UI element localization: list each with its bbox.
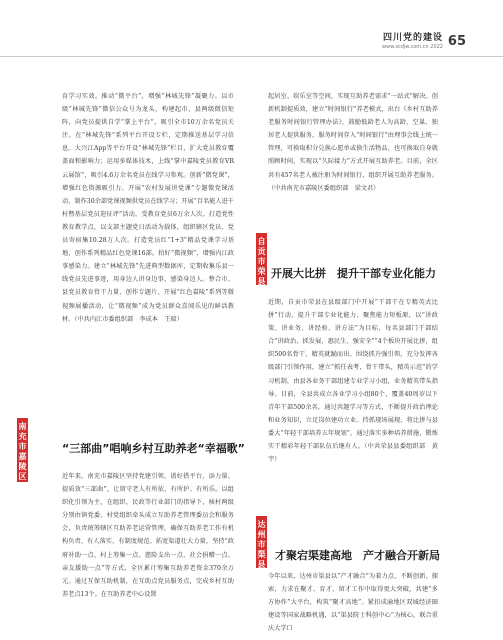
region-tab-label: 自贡市荣县: [257, 237, 266, 286]
article-body-right-bottom: 今年以来，达州市渠县以“产才融合”为着力点，不断创新、探索，力求在聚才、育才、留才工作中取得更大突破，共建“多方协作”大平台，构筑“聚才高地”。紧扣成渝地区双城经济圈建设等国家战略机遇，以“渠县院士科创中心”为核心，联合重庆大学口: [268, 573, 438, 633]
article-body-right-top: 起居室、娱乐室等空间，实现互助养老需求“一站式”解决。创新机制提质效，建立“时间银行”养老模式，出台《乡村互助养老服务时间银行管理办法》，鼓励低龄老人为高龄、空巢、独居老人提供服务，服务时间存入“时间银行”由理事会线上统一管理，可换取积分兑换心愿单或换生活物品，也可换取自身就照顾时间，实现以“久际接力”方式开展互助养老。目前，全区共有457名老人被注册为时间银行，组织开展互助养老服务。（中共南充市嘉陵区委组织部 梁文君）: [268, 93, 438, 192]
section-title-mutual-aid-elderly: “三部曲”唱响乡村互助养老“幸福歌”: [62, 442, 245, 455]
magazine-url: www.scdjw.com.cn 2022: [381, 44, 443, 50]
region-tab-zigong: [256, 233, 267, 285]
article-body-left-top: 育学习实效。推动“微平台”，增强“林城先锋”凝聚力。以市级“林城先锋”微信公众号为龙头，构建起市、县两级微信矩阵，向党员提供自学“掌上平台”，吸引全市10万余名党员关注。在“林城先锋”系列平台开设专栏，定期推送基层学习信息。大兴江App等平台开设“林城先锋”栏目，扩大党员教育覆盖面和影响力；运用多媒体技术，上线“掌中嘉陵党员教育VR云展馆”，吸引4.6万余名党员在线学习参观。创新“微党课”，增强红色资源吸引力。开展“农村发展讲党课”专题微党课活动，制作30余部党课视频供党员在线学习；开展“百名能人进千村暨基层党员迎征评”活动，受教育党员6万余人次。打造党性教育教学点，以支部主题党日活动为载体，组织辖区党员、党员寄宿集10.28万人次。打造党员红“1+3”精品党课学习基地，创作系列精品红色党课16部。拍好“微视频”，增强内江政事感染力。建立“林城先锋”先进典型数据库，定期收集乐县一线党员先进事迹，用身边人讲身边事，感染身边人。整合市、县党员教育骨干力量，创作专题片、开展“红色嘉陵”系列等微视频展播活动，让“微视频”成为党员群众喜闻乐见的鲜活教材。（中共内江市委组织部 李成本 王瑞）: [62, 93, 234, 323]
article-body-right-mid: 近期，自贡市荣县在县级部门中开展“干部干在专精英式比拼”行动，提升干部专业化能力、聚焦能力短板原，以“讲政策、讲业务、讲经验、讲方法”为目标，每名县部门干部结合“讲政治、抓发展、惠民生、强安全”“4个板块开展比拼，组织500名骨干、精英就踊而出。围绕抓升强引领，充分发挥各级部门引领作用，建立“抓任表考，骨干带头，精英示范”的学习机制，由县各业务干部组建专业学习小组，业务精英带头指导。目前，全县共成立各业学习小组80个，覆盖40周岁以下青年干部500余名，通过共题学习等方式，不断提升政治理论和业务知识，立足岗位建功立业。持抓现场展现，将比拼与县委大“年轻干部培养五年规划”，通过落实多种培养措施，锻炼实干精彩年轻干部队伍后继有人。（中共荣县县委组织部 黄宇）: [268, 299, 438, 464]
region-tab-label: 南充市嘉陵区: [18, 422, 27, 481]
page-number: 65: [447, 34, 466, 49]
masthead: [382, 34, 443, 50]
section-title-cadre-competition: 开展大比拼 提升干部专业化能力: [271, 267, 436, 280]
magazine-name: 四川党的建设: [382, 33, 443, 43]
section-title-talent-hub: 才聚宕渠建高地 产才融合开新局: [275, 549, 440, 562]
region-tab-label: 达州市渠县: [257, 520, 266, 569]
region-tab-nanchong: [17, 418, 28, 482]
header-divider: [0, 56, 503, 57]
article-body-left-bottom: 近年来，南充市嘉陵区坚持党建引领，谱好搭平台、添力量、提质效“三部曲”，让留守老人有所依、有所护、有所乐。以组织化引领为主，在组织、民政等行业部门的指导下，核村两级分别由镇党委、村党组织牵头成立互助养老管理委员会和服务会，负责统筹辖区互助养老运营管理，确保互助养老工作有机构负责、有人落实、有制度规范。拓宽渠道壮大力量，坚持“政府补助一点、村上筹集一点、慈险支出一点、社会捐赠一点、亲友援助一点”等方式，全区累计筹集互助养老资金370余万元。通过互保互助机制，在互助点党员服务点，完成乡村互助养老点13个。在互助养老中心设置: [62, 473, 234, 598]
region-tab-dazhou: [256, 516, 267, 568]
